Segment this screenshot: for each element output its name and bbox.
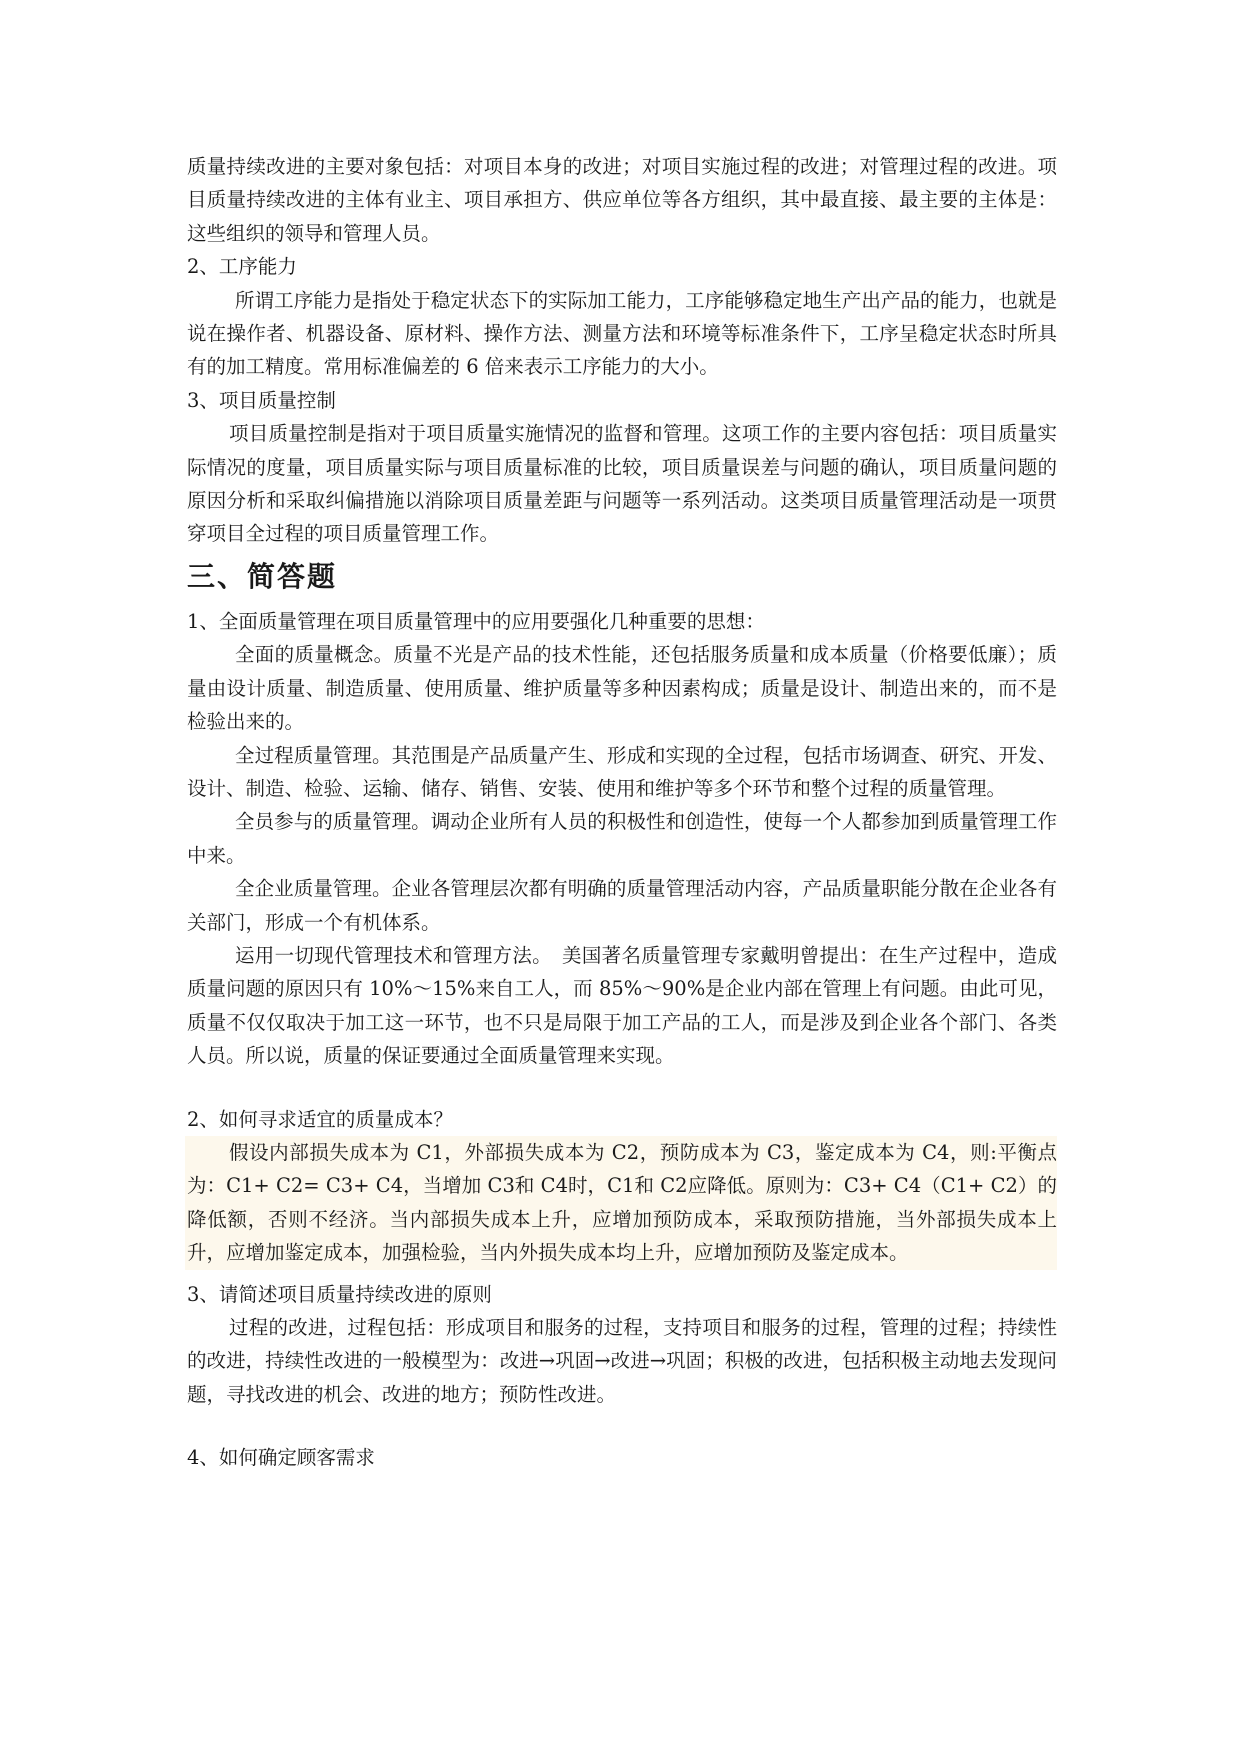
question-2: 2、如何寻求适宜的质量成本？: [187, 1107, 453, 1131]
document-page: [187, 150, 1057, 1475]
heading-quality-control: 3、项目质量控制: [187, 388, 336, 412]
answer-1-methods: 运用一切现代管理技术和管理方法。 美国著名质量管理专家戴明曾提出：在生产过程中，造成质量问题的原因只有 10%～15%来自工人，而 85%～90%是企业内部在管理上有问题。由此可见，质量不仅仅取决于加工这一环节，也不只是局限于加工产品的工人，而是涉及到企业各个部门、各类人员。所以说，质量的保证要通过全面质量管理来实现。: [187, 943, 1057, 1068]
answer-1-concept: 全面的质量概念。质量不光是产品的技术性能，还包括服务质量和成本质量（价格要低廉）；质量由设计质量、制造质量、使用质量、维护质量等多种因素构成；质量是设计、制造出来的，而不是检验出来的。: [187, 643, 1057, 734]
question-4: 4、如何确定顾客需求: [187, 1446, 375, 1470]
paragraph-process-capability: 所谓工序能力是指处于稳定状态下的实际加工能力，工序能够稳定地生产出产品的能力，也就是说在操作者、机器设备、原材料、操作方法、测量方法和环境等标准条件下，工序呈稳定状态时所具有的加工精度。常用标准偏差的 6 倍来表示工序能力的大小。: [187, 288, 1057, 379]
answer-1-participation: 全员参与的质量管理。调动企业所有人员的积极性和创造性，使每一个人都参加到质量管理工作中来。: [187, 810, 1057, 867]
question-3: 3、请简述项目质量持续改进的原则: [187, 1282, 492, 1306]
section-title-short-answer: 三、简答题: [187, 559, 338, 593]
question-1: 1、全面质量管理在项目质量管理中的应用要强化几种重要的思想：: [187, 609, 765, 633]
paragraph-improvement-objects: 质量持续改进的主要对象包括：对项目本身的改进；对项目实施过程的改进；对管理过程的改进。项目质量持续改进的主体有业主、项目承担方、供应单位等各方组织，其中最直接、最主要的主体是：这些组织的领导和管理人员。: [187, 155, 1057, 245]
answer-3-improvement-principles: 过程的改进，过程包括：形成项目和服务的过程，支持项目和服务的过程，管理的过程；持续性的改进，持续性改进的一般模型为：改进→巩固→改进→巩固；积极的改进，包括积极主动地去发现问题，寻找改进的机会、改进的地方；预防性改进。: [187, 1316, 1057, 1406]
heading-process-capability: 2、工序能力: [187, 255, 297, 279]
answer-1-process: 全过程质量管理。其范围是产品质量产生、形成和实现的全过程，包括市场调查、研究、开发、设计、制造、检验、运输、储存、销售、安装、使用和维护等多个环节和整个过程的质量管理。: [187, 743, 1057, 800]
answer-2-quality-cost: 假设内部损失成本为 C1，外部损失成本为 C2，预防成本为 C3，鉴定成本为 C4，则:平衡点为：C1+ C2= C3+ C4，当增加 C3和 C4时，C1和 C2应降低。原则为：C3+ C4（C1+ C2）的降低额，否则不经济。当内部损失成本上升，应增加预防成本，采取预防措施，当外部损失成本上升，应增加鉴定成本，加强检验，当内外损失成本均上升，应增加预防及鉴定成本。: [185, 1136, 1057, 1270]
paragraph-quality-control: 项目质量控制是指对于项目质量实施情况的监督和管理。这项工作的主要内容包括：项目质量实际情况的度量，项目质量实际与项目质量标准的比较，项目质量误差与问题的确认，项目质量问题的原因分析和采取纠偏措施以消除项目质量差距与问题等一系列活动。这类项目质量管理活动是一项贯穿项目全过程的项目质量管理工作。: [187, 422, 1057, 546]
spacer: [187, 1073, 1057, 1103]
spacer: [187, 1411, 1057, 1441]
answer-1-enterprise: 全企业质量管理。企业各管理层次都有明确的质量管理活动内容，产品质量职能分散在企业各有关部门，形成一个有机体系。: [187, 877, 1057, 934]
